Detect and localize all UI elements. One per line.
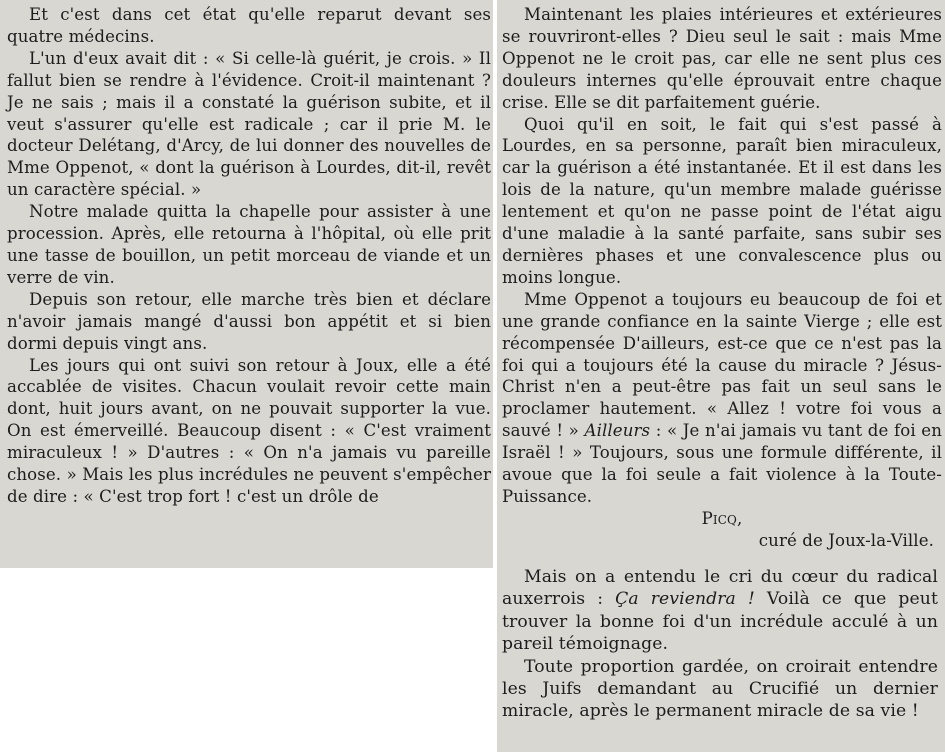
paragraph: L'un d'eux avait dit : « Si celle-là guérit, je crois. » Il fallut bien se rendre à l'évidence. Croit-il maintenant ? Je ne sais ; mais il a constaté la guérison subite, et il veut s'assurer qu'elle est radicale ; car il prie M. le docteur Delétang, d'Arcy, de lui donner des nouvelles de Mme Oppenot, « dont la guérison à Lourdes, dit-il, revêt un caractère spécial. » xyxy=(7,48,491,200)
paragraph: Toute proportion gardée, on croirait entendre les Juifs demandant au Crucifié un dernier miracle, après le permanent miracle de sa vie ! xyxy=(502,656,938,722)
left-text-column xyxy=(7,4,491,508)
paragraph: Depuis son retour, elle marche très bien et déclare n'avoir jamais mangé d'aussi bon appétit et si bien dormi depuis vingt ans. xyxy=(7,289,491,353)
paragraph: Quoi qu'il en soit, le fait qui s'est passé à Lourdes, en sa personne, paraît bien miraculeux, car la guérison a été instantanée. Et il est dans les lois de la nature, qu'un membre malade guérisse lentement et qu'on ne passe point de l'état aigu d'une maladie à la santé parfaite, sans subir ses dernières phases et une convalescence plus ou moins longue. xyxy=(502,114,942,287)
right-text-column-continued xyxy=(502,566,938,723)
paragraph: Maintenant les plaies intérieures et extérieures se rouvriront-elles ? Dieu seul le sait : mais Mme Oppenot ne le croit pas, car elle ne sent plus ces douleurs internes qu'elle éprouvait entre chaque crise. Elle se dit parfaitement guérie. xyxy=(502,5,942,112)
right-text-column xyxy=(502,4,942,552)
paragraph: Les jours qui ont suivi son retour à Joux, elle a été accablée de visites. Chacun voulait revoir cette main dont, huit jours avant, on ne pouvait supporter la vue. On est émerveillé. Beaucoup disent : « C'est vraiment miraculeux ! » D'autres : « On n'a jamais vu pareille chose. » Mais les plus incrédules ne peuvent s'empêcher de dire : « C'est trop fort ! c'est un drôle de xyxy=(7,355,491,506)
paragraph: Notre malade quitta la chapelle pour assister à une procession. Après, elle retourna à l'hôpital, où elle prit une tasse de bouillon, un petit morceau de viande et un verre de vin. xyxy=(7,202,491,287)
paragraph: Mme Oppenot a toujours eu beaucoup de foi et une grande confiance en la sainte Vierge ; elle est récompensée D'ailleurs, est-ce que ce n'est pas la foi qui a toujours été la cause du miracle ? Jésus-Christ n'en a peut-être pas fait un seul sans le proclamer hautement. « Allez ! votre foi vous a sauvé ! » Ailleurs : « Je n'ai jamais vu tant de foi en Israël ! » Toujours, sous une formule différente, il avoue que la foi seule a fait violence à la Toute-Puissance. xyxy=(502,289,943,506)
signature-name: Picq, xyxy=(701,508,743,528)
paragraph: Mais on a entendu le cri du cœur du radical auxerrois : Ça reviendra ! Voilà ce que peut trouver la bonne foi d'un incrédule acculé à un pareil témoignage. xyxy=(502,567,938,655)
signature-place: curé de Joux-la-Ville. xyxy=(758,530,934,550)
paragraph: Et c'est dans cet état qu'elle reparut devant ses quatre médecins. xyxy=(7,5,491,46)
